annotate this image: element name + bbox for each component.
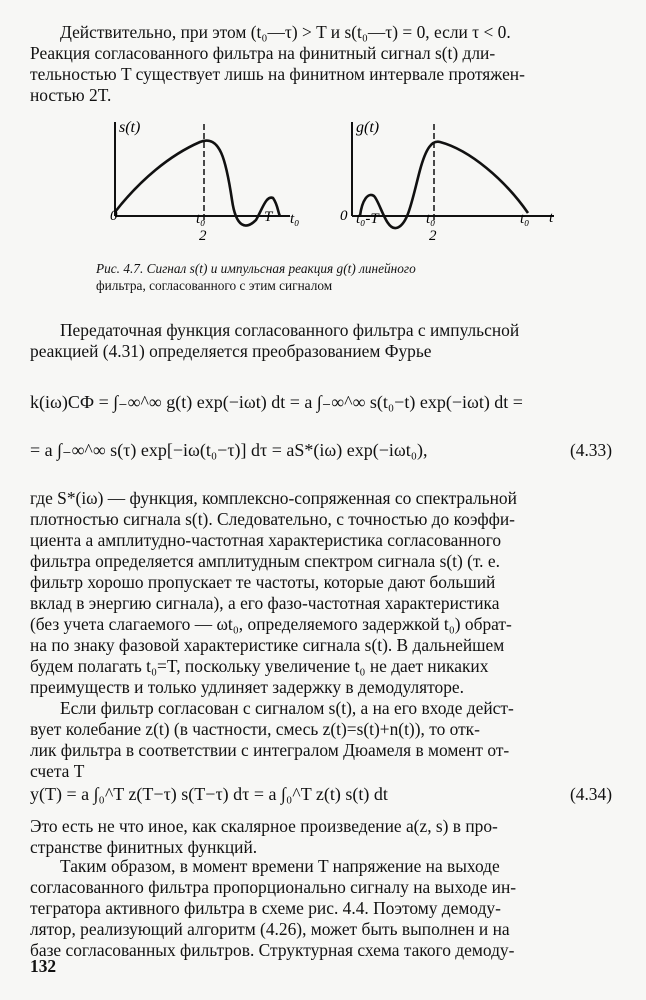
paragraph-if (30, 698, 616, 782)
text-line: Передаточная функция согласованного фильтра с импульсной (60, 320, 520, 340)
paragraph-where (30, 488, 616, 698)
right-panel-g-of-t (340, 119, 554, 244)
panel-ylabel: s(t) (119, 119, 141, 136)
text-line: Таким образом, в момент времени T напряжение на выходе (60, 856, 500, 876)
text-line: лятор, реализующий алгоритм (4.26), может быть выполнен и на (30, 919, 510, 939)
text-line: тельностью T существует лишь на финитном интервале протяжен- (30, 64, 525, 84)
text-line: циента a амплитудно-частотная характеристика согласованного (30, 530, 502, 550)
text-line: Действительно, при этом (t₀—τ) > T и s(t₀—τ) = 0, если τ < 0. (60, 22, 511, 42)
tick-label: 0 (340, 208, 348, 224)
text-line: на по знаку фазовой характеристике сигнала s(t). В дальнейшем (30, 635, 505, 655)
text-line: реакцией (4.31) определяется преобразованием Фурье (30, 341, 432, 361)
tick-label: t₀ (426, 211, 436, 227)
tick-label: T (264, 209, 273, 225)
text-line: фильтра определяется амплитудным спектром сигнала s(t) (т. е. (30, 551, 500, 571)
left-panel-s-of-t (110, 119, 299, 244)
page-number: 132 (30, 956, 57, 976)
tick-label: t (549, 210, 554, 226)
text-line: (без учета слагаемого — ωt₀, определяемого задержкой t₀) обрат- (30, 614, 512, 634)
tick-label: 2 (199, 228, 207, 244)
text-line: Это есть не что иное, как скалярное произведение a(z, s) в про- (30, 816, 498, 836)
text-line: согласованного фильтра пропорционально сигналу на выходе ин- (30, 877, 517, 897)
paragraph-scalar (30, 816, 616, 858)
equation-text: = a ∫₋∞^∞ s(τ) exp[−iω(t₀−τ)] dτ = aS*(iω) exp(−iωt₀), (30, 440, 428, 460)
tick-label: 0 (110, 208, 118, 224)
tick-label: t₀ (196, 211, 206, 227)
paragraph-intro (30, 22, 616, 106)
figure-caption (96, 260, 556, 294)
text-line: фильтр хорошо пропускает те частоты, которые дают больший (30, 572, 496, 592)
tick-label: t₀-T (356, 211, 379, 227)
text-line: где S*(iω) — функция, комплексно-сопряженная со спектральной (30, 488, 517, 508)
figure-4-7 (0, 110, 646, 260)
caption-line: фильтра, согласованного с этим сигналом (96, 278, 333, 293)
text-line: будем полагать t₀=T, поскольку увеличение t₀ не дает никаких (30, 656, 489, 676)
equation-4-33-line1 (30, 392, 616, 432)
paragraph-thus (30, 856, 616, 961)
text-line: плотностью сигнала s(t). Следовательно, с точностью до коэффи- (30, 509, 515, 529)
text-line: Реакция согласованного фильтра на финитный сигнал s(t) дли- (30, 43, 496, 63)
text-line: вует колебание z(t) (в частности, смесь z(t)=s(t)+n(t)), то отк- (30, 719, 480, 739)
paragraph-transfer (30, 320, 616, 362)
text-line: базе согласованных фильтров. Структурная схема такого демоду- (30, 940, 515, 960)
text-line: счета T (30, 761, 85, 781)
text-line: преимуществ и только удлиняет задержку в демодуляторе. (30, 677, 464, 697)
text-line: вклад в энергию сигнала), а его фазо-частотная характеристика (30, 593, 500, 613)
panel-ylabel: g(t) (356, 119, 380, 136)
equation-4-33-line2 (30, 440, 616, 480)
text-line: Если фильтр согласован с сигналом s(t), а на его входе дейст- (60, 698, 514, 718)
text-line: тегратора активного фильтра в схеме рис. 4.4. Поэтому демоду- (30, 898, 501, 918)
text-line: лик фильтра в соответствии с интегралом Дюамеля в момент от- (30, 740, 510, 760)
caption-line: Рис. 4.7. Сигнал s(t) и импульсная реакция g(t) линейного (96, 261, 416, 276)
equation-text: k(iω)СФ = ∫₋∞^∞ g(t) exp(−iωt) dt = a ∫₋∞^∞ s(t₀−t) exp(−iωt) dt = (30, 392, 523, 412)
tick-label: t₀ (520, 211, 530, 227)
equation-number: (4.33) (569, 440, 612, 460)
equation-number: (4.34) (569, 784, 612, 804)
tick-label: t₀ (290, 211, 300, 227)
text-line: ностью 2T. (30, 85, 112, 105)
text-line: странстве финитных функций. (30, 837, 258, 857)
tick-label: 2 (429, 228, 437, 244)
equation-text: y(T) = a ∫₀^T z(T−τ) s(T−τ) dτ = a ∫₀^T z(t) s(t) dt (30, 784, 388, 804)
